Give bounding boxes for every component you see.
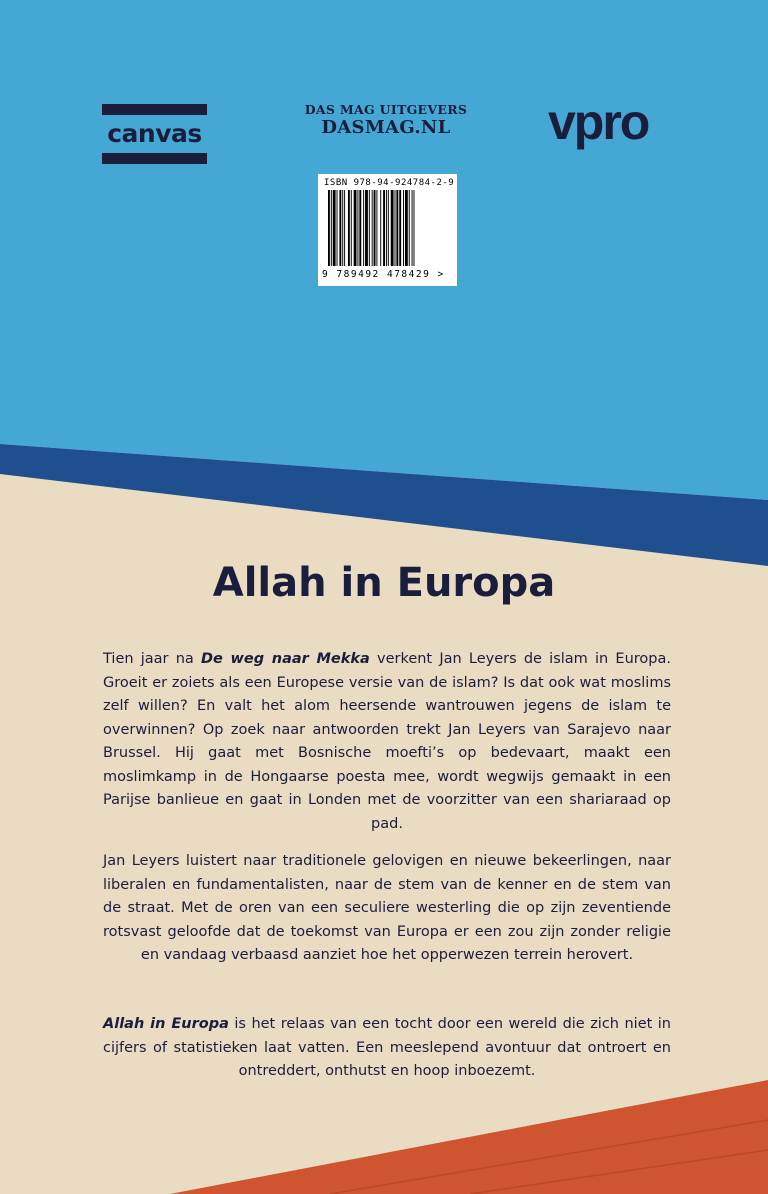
barcode-bar xyxy=(344,190,345,266)
blurb-p1-prefix: Tien jaar na xyxy=(103,651,201,667)
barcode-bar xyxy=(372,190,373,266)
isbn-number: ISBN 978-94-924784-2-9 xyxy=(324,178,455,188)
barcode-bar xyxy=(328,190,330,266)
blurb-paragraph-2: Jan Leyers luistert naar traditionele gelovigen en nieuwe bekeerlingen, naar liberalen en fundamentalisten, naar de stem van de kenner en de stem van de straat. Met de oren van een seculiere westerling die op zijn zeventiende rotsvast geloofde dat de toekomst van Europa er een zou zijn zonder religie en vandaag verbaasd aanziet hoe het opperwezen terrein herovert. xyxy=(103,853,671,963)
barcode-bar xyxy=(339,190,341,266)
blurb-p3-title-reference: Allah in Europa xyxy=(103,1016,229,1032)
vpro-logo: vpro xyxy=(548,94,649,150)
publisher-name: DAS MAG UITGEVERS xyxy=(304,102,468,117)
barcode-bar xyxy=(403,190,404,266)
barcode-bar xyxy=(365,190,368,266)
isbn-barcode xyxy=(318,174,457,286)
barcode-bar xyxy=(414,190,415,266)
barcode-bar xyxy=(395,190,396,266)
canvas-logo xyxy=(102,104,207,164)
barcode-bar xyxy=(374,190,376,266)
barcode-bars xyxy=(328,190,448,270)
barcode-bar xyxy=(357,190,358,266)
barcode-bar xyxy=(348,190,350,266)
barcode-bar xyxy=(412,190,413,266)
canvas-logo-word: canvas xyxy=(107,119,202,148)
barcode-bar xyxy=(391,190,394,266)
barcode-bar xyxy=(369,190,370,266)
barcode-bar xyxy=(363,190,364,266)
blurb-paragraph-1 xyxy=(103,648,671,836)
barcode-bar xyxy=(342,190,343,266)
publisher-website: DASMAG.NL xyxy=(321,117,451,138)
book-title: Allah in Europa xyxy=(212,560,556,606)
canvas-logo-top-bar xyxy=(102,104,207,115)
blurb-p1-text: verkent Jan Leyers de islam in Europa. Groeit er zoiets als een Europese versie van de islam? Is dat ook wat moslims zelf willen? En valt het alom heersende wantrouwen jegens de islam te overwinnen? Op zoek naar antwoorden trekt Jan Leyers van Sarajevo naar Brussel. Hij gaat met Bosnische moefti’s op bedevaart, maakt een moslimkamp in de Hongaarse poesta mee, wordt wegwijs gemaakt in een Parijse banlieue en gaat in Londen met de voorzitter van een shariaraad op pad. xyxy=(103,651,671,832)
barcode-bar xyxy=(376,190,377,266)
barcode-bar xyxy=(333,190,336,266)
blurb-paragraph-3 xyxy=(103,1013,671,1084)
barcode-bar xyxy=(388,190,389,266)
barcode-bar xyxy=(399,190,401,266)
publisher-logo xyxy=(300,102,472,139)
barcode-bar xyxy=(409,190,410,266)
barcode-bar xyxy=(396,190,398,266)
barcode-digits: 9 789492 478429 > xyxy=(322,269,445,280)
barcode-bar xyxy=(405,190,408,266)
canvas-logo-bottom-bar xyxy=(102,153,207,164)
barcode-bar xyxy=(331,190,332,266)
barcode-bar xyxy=(351,190,352,266)
barcode-bar xyxy=(386,190,387,266)
barcode-bar xyxy=(337,190,338,266)
barcode-bar xyxy=(380,190,381,266)
barcode-bar xyxy=(354,190,357,266)
barcode-bar xyxy=(359,190,361,266)
blurb-p1-book-reference: De weg naar Mekka xyxy=(201,651,370,667)
barcode-bar xyxy=(383,190,385,266)
blurb-p3-text: is het relaas van een tocht door een wereld die zich niet in cijfers of statistieken laat vatten. Een meeslepend avontuur dat ontroert en ontreddert, onthutst en hoop inboezemt. xyxy=(103,1016,671,1079)
